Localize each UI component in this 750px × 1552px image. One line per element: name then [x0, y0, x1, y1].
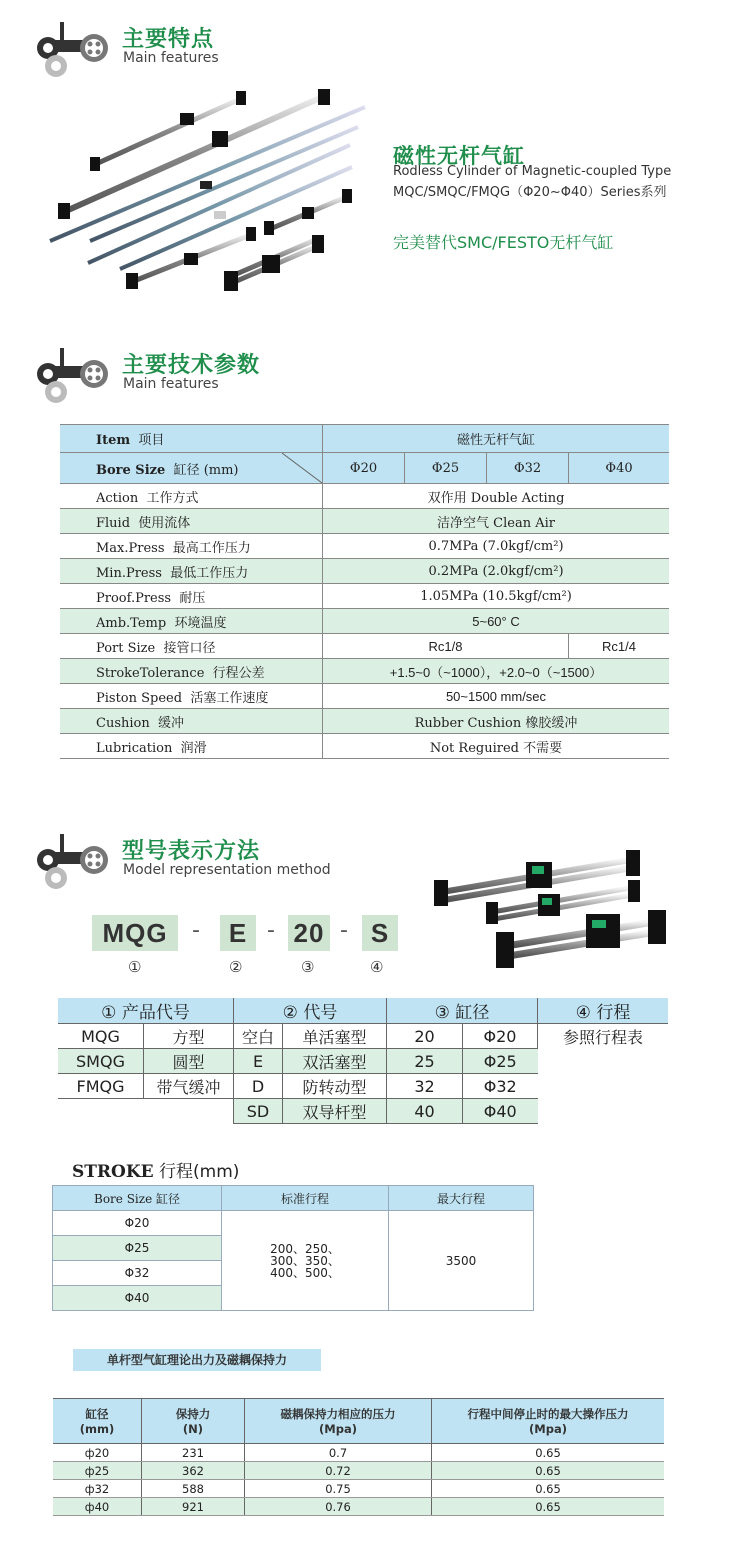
spec-label-en: Fluid — [96, 515, 131, 531]
force-cell: ф20 — [53, 1444, 142, 1462]
section-title-zh: 主要特点 — [122, 27, 215, 52]
force-cell: 0.65 — [432, 1498, 665, 1516]
section-title-en: Main features — [123, 376, 219, 392]
spec-label — [60, 584, 323, 609]
empty-cell — [538, 1074, 669, 1099]
stroke-ref: 参照行程表 — [538, 1024, 669, 1049]
marker-4: ④ — [370, 958, 384, 976]
force-header-line: 保持力 — [175, 1407, 211, 1421]
model-code-dash: - — [267, 918, 275, 943]
spec-row-min-press — [60, 559, 669, 584]
bore-cell: Φ25 — [405, 453, 487, 484]
bore-size: Φ25 — [463, 1049, 538, 1074]
product-code: SMQG — [58, 1049, 144, 1074]
product-code: MQG — [58, 1024, 144, 1049]
spec-label-en: Action — [96, 490, 139, 506]
spec-label-zh: 接管口径 — [163, 640, 216, 656]
force-header-line: 磁耦保持力相应的压力 — [280, 1407, 396, 1421]
spec-label — [60, 709, 323, 734]
rodless-cylinder-product-image — [40, 85, 370, 300]
spec-value: Rc1/8 — [323, 634, 569, 659]
gears-logo-icon — [34, 832, 114, 892]
spec-value: 双作用 Double Acting — [323, 484, 670, 509]
spec-value: 50~1500 mm/sec — [323, 684, 670, 709]
model-header: ③ 缸径 — [387, 998, 538, 1024]
spec-label — [60, 534, 323, 559]
stroke-header: 标准行程 — [222, 1186, 389, 1211]
spec-label — [60, 634, 323, 659]
force-header — [142, 1399, 245, 1444]
spec-label-zh: 最高工作压力 — [172, 540, 251, 556]
max-stroke-cell: 3500 — [389, 1211, 534, 1311]
spec-label-zh: 使用流体 — [138, 515, 191, 531]
model-header: ① 产品代号 — [58, 998, 234, 1024]
model-code-dash: - — [192, 918, 200, 943]
force-row — [53, 1498, 664, 1516]
spec-label-en: Piston Speed — [96, 690, 183, 706]
bore-label: Bore Size — [96, 462, 166, 478]
spec-value-2: Rc1/4 — [569, 634, 669, 659]
section-title-zh: 主要技术参数 — [122, 353, 261, 378]
spec-label — [60, 609, 323, 634]
spec-row-action — [60, 484, 669, 509]
spec-row-proof-press — [60, 584, 669, 609]
spec-row-amb-temp — [60, 609, 669, 634]
force-header-line: (Mpa) — [319, 1422, 357, 1436]
spec-label-en: Cushion — [96, 715, 150, 731]
spec-label — [60, 509, 323, 534]
section-header-features — [34, 20, 354, 80]
spec-label-zh: 耐压 — [179, 590, 206, 606]
force-cell: 0.72 — [245, 1462, 432, 1480]
force-cell: 0.76 — [245, 1498, 432, 1516]
force-cell: ф25 — [53, 1462, 142, 1480]
standard-stroke-line: 400、500、 — [270, 1265, 340, 1280]
spec-value: Not Reguired 不需要 — [323, 734, 670, 759]
force-cell: 0.65 — [432, 1444, 665, 1462]
spec-value: 0.7MPa (7.0kgf/cm²) — [323, 534, 670, 559]
section-header-model — [34, 832, 354, 892]
spec-value: +1.5~0（~1000），+2.0~0（~1500） — [323, 659, 670, 684]
spec-table — [60, 424, 669, 759]
empty-cell — [144, 1099, 234, 1124]
type-desc: 防转动型 — [283, 1074, 387, 1099]
spec-label-zh: 最低工作压力 — [170, 565, 249, 581]
force-cell: 231 — [142, 1444, 245, 1462]
marker-3: ③ — [301, 958, 315, 976]
standard-stroke-line: 200、250、 — [270, 1241, 340, 1256]
model-row — [58, 1074, 668, 1099]
spec-row-fluid — [60, 509, 669, 534]
force-header-line: (Mpa) — [529, 1422, 567, 1436]
bore-code: 32 — [387, 1074, 463, 1099]
stroke-header-row — [53, 1186, 534, 1211]
spec-value: Rubber Cushion 橡胶缓冲 — [323, 709, 670, 734]
bore-size: Φ40 — [463, 1099, 538, 1124]
force-header-line: (N) — [182, 1422, 204, 1436]
spec-label-zh: 缓冲 — [158, 715, 185, 731]
stroke-header: 最大行程 — [389, 1186, 534, 1211]
force-header — [53, 1399, 142, 1444]
marker-1: ① — [128, 958, 142, 976]
force-header-line: (mm) — [79, 1422, 115, 1436]
bore-zh: 缸径 (mm) — [173, 462, 239, 478]
spec-label-zh: 环境温度 — [174, 615, 227, 631]
model-row — [58, 1099, 668, 1124]
stroke-row — [53, 1211, 534, 1236]
bore-code: 25 — [387, 1049, 463, 1074]
force-cell: 588 — [142, 1480, 245, 1498]
spec-value: 洁净空气 Clean Air — [323, 509, 670, 534]
type-desc: 单活塞型 — [283, 1024, 387, 1049]
force-header-line: 缸径 — [85, 1407, 109, 1421]
spec-value: 0.2MPa (2.0kgf/cm²) — [323, 559, 670, 584]
spec-label-en: Lubrication — [96, 740, 173, 756]
spec-label-en: StrokeTolerance — [96, 665, 205, 681]
force-cell: 0.75 — [245, 1480, 432, 1498]
force-cell: ф32 — [53, 1480, 142, 1498]
spec-row-stroke-tolerance — [60, 659, 669, 684]
diagonal-divider — [282, 453, 322, 483]
force-cell: 0.7 — [245, 1444, 432, 1462]
spec-label — [60, 484, 323, 509]
model-code-bore: 20 — [288, 915, 330, 951]
bore-cell: Φ20 — [323, 453, 405, 484]
empty-cell — [538, 1049, 669, 1074]
spec-label — [60, 559, 323, 584]
model-row — [58, 1049, 668, 1074]
product-desc: 带气缓冲 — [144, 1074, 234, 1099]
model-code-series: MQG — [92, 915, 178, 951]
spec-bore-row — [60, 453, 669, 484]
spec-label-en: Port Size — [96, 640, 156, 656]
stroke-bore: Φ25 — [53, 1236, 222, 1261]
spec-label — [60, 684, 323, 709]
spec-label-en: Amb.Temp — [96, 615, 167, 631]
model-header: ④ 行程 — [538, 998, 669, 1024]
spec-label-zh: 工作方式 — [146, 490, 199, 506]
bore-size: Φ20 — [463, 1024, 538, 1049]
bore-size: Φ32 — [463, 1074, 538, 1099]
stroke-title-en: STROKE — [72, 1162, 154, 1182]
product-code: FMQG — [58, 1074, 144, 1099]
spec-row-lubrication — [60, 734, 669, 759]
force-row — [53, 1444, 664, 1462]
bore-code: 40 — [387, 1099, 463, 1124]
spec-label-en: Max.Press — [96, 540, 165, 556]
spec-value: 5~60° C — [323, 609, 670, 634]
spec-label — [60, 734, 323, 759]
product-desc: 圆型 — [144, 1049, 234, 1074]
type-code: D — [234, 1074, 283, 1099]
force-header — [432, 1399, 665, 1444]
item-label: Item — [96, 433, 131, 448]
spec-label-zh: 活塞工作速度 — [190, 690, 269, 706]
spec-row-piston-speed — [60, 684, 669, 709]
model-code-type: E — [220, 915, 256, 951]
empty-cell — [538, 1099, 669, 1124]
force-cell: ф40 — [53, 1498, 142, 1516]
spec-label — [60, 659, 323, 684]
type-code: SD — [234, 1099, 283, 1124]
gears-logo-icon — [34, 20, 114, 80]
spec-label-zh: 润滑 — [180, 740, 207, 756]
force-cell: 0.65 — [432, 1462, 665, 1480]
empty-cell — [58, 1099, 144, 1124]
product-subtitle-1: Rodless Cylinder of Magnetic-coupled Type — [393, 164, 672, 179]
bore-code: 20 — [387, 1024, 463, 1049]
type-desc: 双活塞型 — [283, 1049, 387, 1074]
bore-cell: Φ40 — [569, 453, 669, 484]
force-cell: 0.65 — [432, 1480, 665, 1498]
section-title-en: Main features — [123, 50, 219, 66]
model-code-stroke: S — [362, 915, 398, 951]
model-header: ② 代号 — [234, 998, 387, 1024]
section-title-en: Model representation method — [123, 862, 331, 878]
force-row — [53, 1462, 664, 1480]
item-zh: 项目 — [138, 433, 165, 448]
product-desc: 方型 — [144, 1024, 234, 1049]
force-table — [53, 1398, 664, 1516]
model-row — [58, 1024, 668, 1049]
stroke-title-zh: 行程(mm) — [159, 1162, 240, 1182]
force-table-title: 单杆型气缸理论出力及磁耦保持力 — [73, 1349, 321, 1371]
item-label-cell — [60, 425, 323, 453]
force-header-row — [53, 1399, 664, 1444]
product-name-cell: 磁性无杆气缸 — [323, 425, 670, 453]
bore-cell: Φ32 — [487, 453, 569, 484]
product-subtitle-2: MQC/SMQC/FMQG（Φ20~Φ40）Series系列 — [393, 185, 667, 200]
standard-stroke-line: 300、350、 — [270, 1253, 340, 1268]
gears-logo-icon — [34, 346, 114, 406]
spec-label-zh: 行程公差 — [212, 665, 265, 681]
product-tagline: 完美替代SMC/FESTO无杆气缸 — [393, 233, 614, 252]
model-code-dash: - — [340, 918, 348, 943]
guided-cylinder-product-image — [430, 848, 670, 973]
spec-header-row — [60, 425, 669, 453]
force-header — [245, 1399, 432, 1444]
force-row — [53, 1480, 664, 1498]
spec-label-en: Proof.Press — [96, 590, 172, 606]
spec-label-en: Min.Press — [96, 565, 162, 581]
spec-value: 1.05MPa (10.5kgf/cm²) — [323, 584, 670, 609]
spec-row-port-size — [60, 634, 669, 659]
stroke-title — [72, 1157, 239, 1182]
stroke-header: Bore Size 缸径 — [53, 1186, 222, 1211]
product-title: 磁性无杆气缸 — [393, 144, 525, 168]
force-cell: 362 — [142, 1462, 245, 1480]
marker-2: ② — [229, 958, 243, 976]
type-desc: 双导杆型 — [283, 1099, 387, 1124]
stroke-bore: Φ40 — [53, 1286, 222, 1311]
standard-stroke-cell — [222, 1211, 389, 1311]
model-table — [58, 998, 668, 1124]
force-header-line: 行程中间停止时的最大操作压力 — [467, 1407, 629, 1421]
force-cell: 921 — [142, 1498, 245, 1516]
stroke-table — [52, 1185, 534, 1311]
type-code: 空白 — [234, 1024, 283, 1049]
bore-label-cell — [60, 453, 323, 484]
section-title-zh: 型号表示方法 — [122, 839, 261, 864]
stroke-bore: Φ32 — [53, 1261, 222, 1286]
spec-row-cushion — [60, 709, 669, 734]
model-header-row — [58, 998, 668, 1024]
type-code: E — [234, 1049, 283, 1074]
spec-row-max-press — [60, 534, 669, 559]
section-header-specs — [34, 346, 354, 406]
stroke-bore: Φ20 — [53, 1211, 222, 1236]
